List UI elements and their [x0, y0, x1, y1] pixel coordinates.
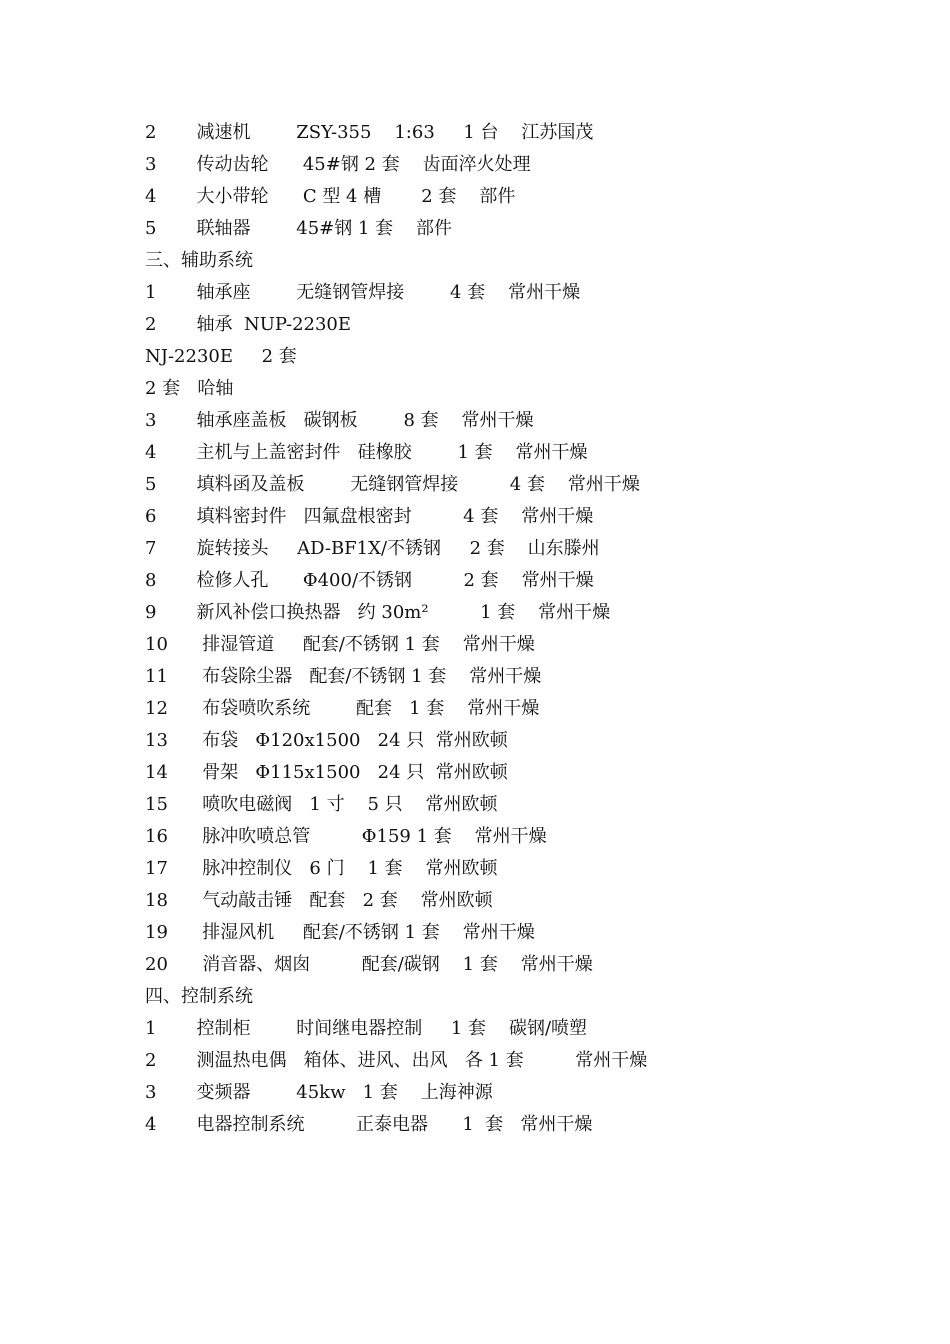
list-item: 8 检修人孔 Φ400/不锈钢 2 套 常州干燥: [145, 570, 594, 591]
list-item: 17 脉冲控制仪 6 门 1 套 常州欧顿: [145, 858, 498, 879]
list-item: 4 电器控制系统 正泰电器 1 套 常州干燥: [145, 1114, 593, 1135]
list-item: 2 轴承 NUP-2230E: [145, 314, 352, 335]
list-item: 18 气动敲击锤 配套 2 套 常州欧顿: [145, 890, 493, 911]
list-item: 14 骨架 Φ115x1500 24 只 常州欧顿: [145, 762, 508, 783]
list-item: 4 主机与上盖密封件 硅橡胶 1 套 常州干燥: [145, 442, 588, 463]
list-item: 1 控制柜 时间继电器控制 1 套 碳钢/喷塑: [145, 1018, 588, 1039]
list-item: 13 布袋 Φ120x1500 24 只 常州欧顿: [145, 730, 508, 751]
list-item: 3 变频器 45kw 1 套 上海神源: [145, 1082, 493, 1103]
list-item: 5 填料函及盖板 无缝钢管焊接 4 套 常州干燥: [145, 474, 640, 495]
list-item: 7 旋转接头 AD-BF1X/不锈钢 2 套 山东滕州: [145, 538, 600, 559]
list-item: 6 填料密封件 四氟盘根密封 4 套 常州干燥: [145, 506, 594, 527]
list-item: 11 布袋除尘器 配套/不锈钢 1 套 常州干燥: [145, 666, 542, 687]
list-item: 2 套 哈轴: [145, 378, 234, 399]
list-item: 3 轴承座盖板 碳钢板 8 套 常州干燥: [145, 410, 534, 431]
list-item: 16 脉冲吹喷总管 Φ159 1 套 常州干燥: [145, 826, 547, 847]
list-item: NJ-2230E 2 套: [145, 346, 297, 367]
section-heading: 四、控制系统: [145, 986, 253, 1007]
list-item: 12 布袋喷吹系统 配套 1 套 常州干燥: [145, 698, 540, 719]
list-item: 19 排湿风机 配套/不锈钢 1 套 常州干燥: [145, 922, 535, 943]
list-item: 15 喷吹电磁阀 1 寸 5 只 常州欧顿: [145, 794, 498, 815]
list-item: 3 传动齿轮 45#钢 2 套 齿面淬火处理: [145, 154, 531, 175]
section-heading: 三、辅助系统: [145, 250, 253, 271]
list-item: 5 联轴器 45#钢 1 套 部件: [145, 218, 453, 239]
list-item: 9 新风补偿口换热器 约 30m² 1 套 常州干燥: [145, 602, 611, 623]
list-item: 20 消音器、烟囱 配套/碳钢 1 套 常州干燥: [145, 954, 593, 975]
list-item: 2 减速机 ZSY-355 1:63 1 台 江苏国茂: [145, 122, 594, 143]
list-item: 10 排湿管道 配套/不锈钢 1 套 常州干燥: [145, 634, 535, 655]
list-item: 1 轴承座 无缝钢管焊接 4 套 常州干燥: [145, 282, 581, 303]
list-item: 2 测温热电偶 箱体、进风、出风 各 1 套 常州干燥: [145, 1050, 648, 1071]
list-item: 4 大小带轮 C 型 4 槽 2 套 部件: [145, 186, 516, 207]
